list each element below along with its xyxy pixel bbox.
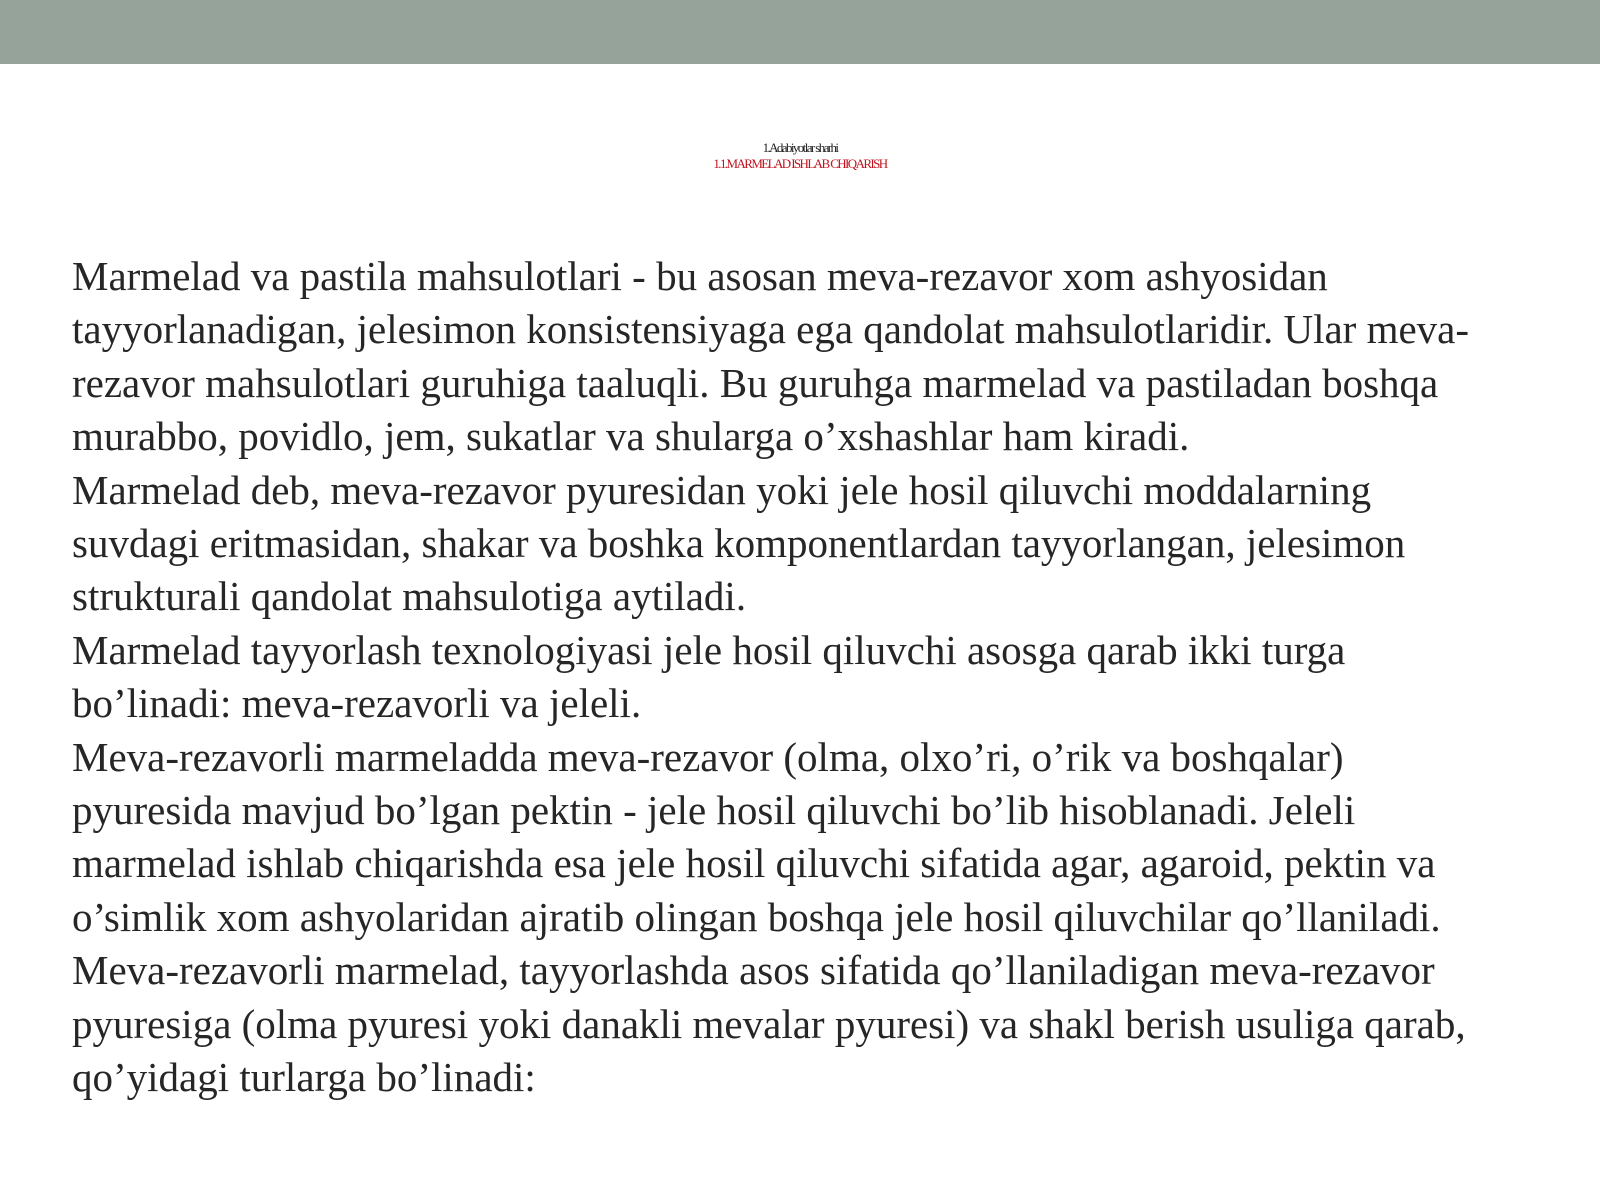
subsection-title: 1.1.MARMELAD ISHLAB CHIQARISH (713, 156, 887, 171)
slide-title (0, 140, 1600, 172)
paragraph-5: Meva-rezavorli marmelad, tayyorlashda asos sifatida qo’llaniladigan meva-rezavor pyuresiga (olma pyuresi yoki danakli mevalar pyuresi) va shakl berish usuliga qarab, qo’yidagi turlarga bo’linadi: (72, 947, 1466, 1101)
header-bar (0, 0, 1600, 64)
paragraph-1: Marmelad va pastila mahsulotlari - bu asosan meva-rezavor xom ashyosidan tayyorlanadigan, jelesimon konsistensiyaga ega qandolat mahsulotlaridir. Ular meva- rezavor mahsulotlari guruhiga taaluqli. Bu guruhga marmelad va pastiladan boshqa murabbo, povidlo, jem, sukatlar va shularga o’xshashlar ham kiradi. (72, 253, 1470, 460)
section-title: 1.Adabiyotlar sharhi (762, 140, 838, 155)
paragraph-4: Meva-rezavorli marmeladda meva-rezavor (olma, olxo’ri, o’rik va boshqalar) pyuresida mavjud bo’lgan pektin - jele hosil qiluvchi bo’lib hisoblanadi. Jeleli marmelad ishlab chiqarishda esa jele hosil qiluvchi sifatida agar, agaroid, pektin va o’simlik xom ashyolaridan ajratib olingan boshqa jele hosil qiluvchilar qo’llaniladi. (72, 733, 1441, 940)
paragraph-2: Marmelad deb, meva-rezavor pyuresidan yoki jele hosil qiluvchi moddalarning suvdagi eritmasidan, shakar va boshka komponentlardan tayyorlangan, jelesimon strukturali qandolat mahsulotiga aytiladi. (72, 466, 1406, 620)
paragraph-3: Marmelad tayyorlash texnologiyasi jele hosil qiluvchi asosga qarab ikki turga bo’linadi: meva-rezavorli va jeleli. (72, 626, 1346, 727)
body-text (72, 250, 1592, 1105)
